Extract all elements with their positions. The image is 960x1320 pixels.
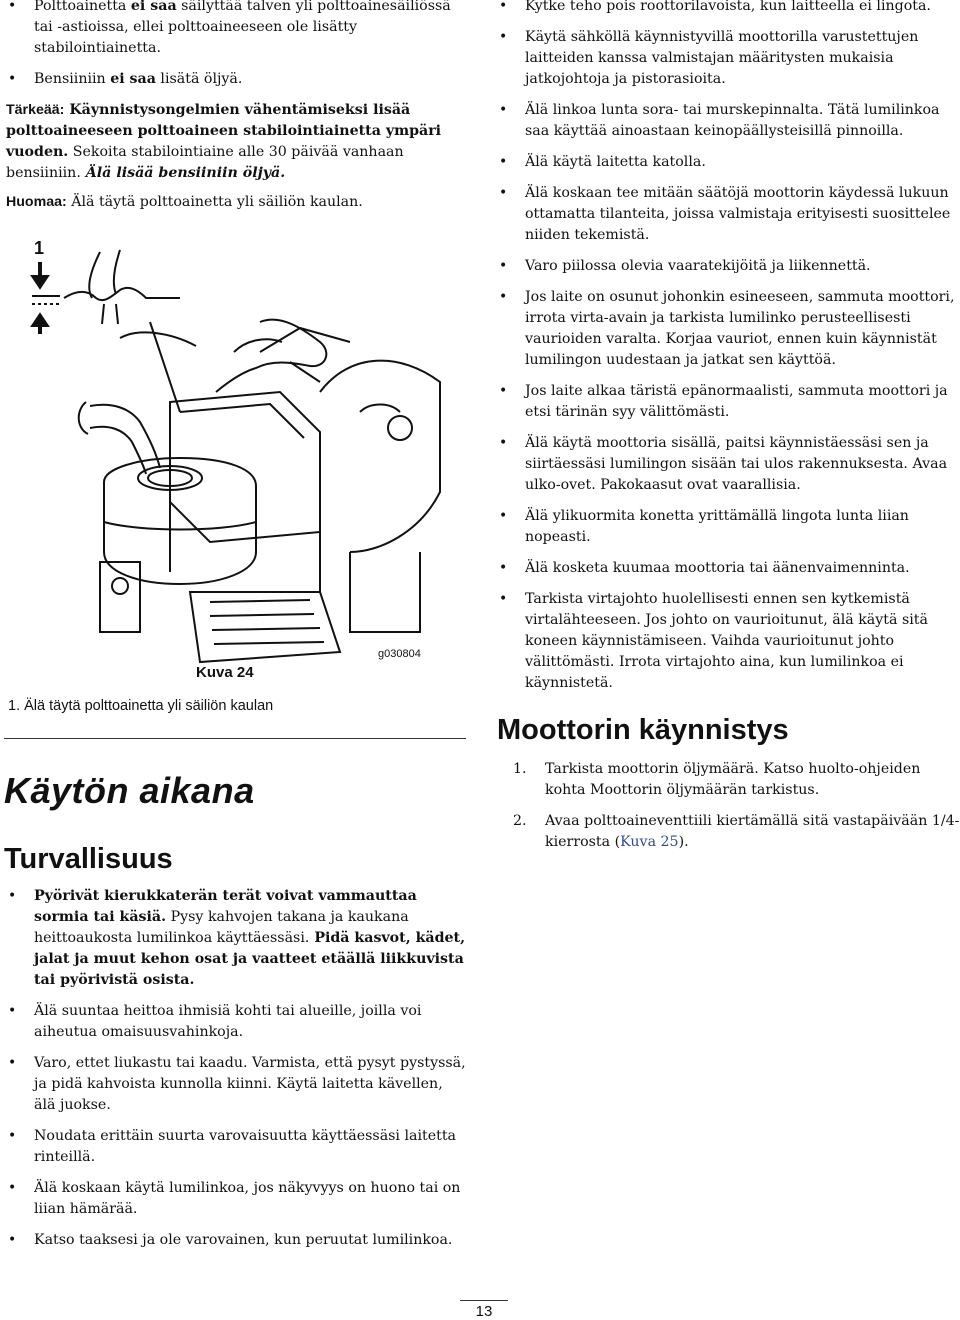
page-number: 13 — [460, 1300, 508, 1320]
safety-list-right — [497, 0, 960, 694]
list-item: • Varo piilossa olevia vaaratekijöitä ja liikennettä. — [497, 256, 960, 277]
list-item: • Jos laite alkaa täristä epänormaalisti, sammuta moottori ja etsi tärinän syy välittömästi. — [497, 381, 960, 423]
list-item: • Älä koskaan käytä lumilinkoa, jos näkyvyys on huono tai on liian hämärää. — [6, 1178, 468, 1220]
step-item: 2. Avaa polttoaineventtiili kiertämällä sitä vastapäivään 1/4-kierrosta (Kuva 25). — [513, 813, 960, 850]
list-item: • Älä kosketa kuumaa moottoria tai äänenvaimenninta. — [497, 558, 960, 579]
list-item: • Älä linkoa lunta sora- tai murskepinnalta. Tätä lumilinkoa saa käyttää ainoastaan keinopäällysteisillä pinnoilla. — [497, 100, 960, 142]
important-note: Tärkeää: Käynnistysongelmien vähentämiseksi lisää polttoaineeseen polttoaineen stabilointiainetta ympäri vuoden. Sekoita stabilointiaine alle 30 päivää vanhaan bensiiniin. Älä lisää bensiiniin öljyä. — [6, 102, 442, 181]
list-item: • Älä suuntaa heittoa ihmisiä kohti tai alueille, joilla voi aiheutua omaisuusvahinkoja. — [6, 1001, 468, 1043]
list-item: • Pyörivät kierukkaterän terät voivat vammauttaa sormia tai käsiä. Pysy kahvojen takana ja kaukana heittoaukosta lumilinkoa käyttäessäsi. Pidä kasvot, kädet, jalat ja muut kehon osat ja vaatteet etäällä liikkuvista tai pyörivistä osista. — [6, 886, 468, 991]
figure-id: g030804 — [378, 648, 421, 660]
note-label: Huomaa: — [6, 194, 67, 210]
list-item: • Kytke teho pois roottorilavoista, kun laitteella ei lingota. — [497, 0, 960, 17]
list-item: • Älä ylikuormita konetta yrittämällä lingota lunta liian nopeasti. — [497, 506, 960, 548]
figure-caption: Kuva 24 — [196, 664, 254, 681]
list-item: • Käytä sähköllä käynnistyvillä moottorilla varustettujen laitteiden kanssa valmistajan määritysten mukaisia jatkojohtoja ja pistorasioita. — [497, 27, 960, 90]
list-item: • Katso taaksesi ja ole varovainen, kun peruutat lumilinkoa. — [6, 1230, 468, 1251]
list-item: • Polttoainetta ei saa säilyttää talven yli polttoainesäiliössä tai -astioissa, ellei polttoaineeseen ole lisätty stabilointiainetta. — [6, 0, 468, 59]
safety-list-left — [6, 886, 468, 1261]
list-item: • Älä käytä laitetta katolla. — [497, 152, 960, 173]
note: Huomaa: Älä täytä polttoainetta yli säiliön kaulan. — [6, 194, 363, 210]
step-item: 1. Tarkista moottorin öljymäärä. Katso huolto-ohjeiden kohta Moottorin öljymäärän tarkistus. — [513, 761, 921, 798]
subsection-title: Turvallisuus — [4, 843, 173, 875]
section-divider — [4, 738, 466, 739]
engine-fuel-tank-drawing — [20, 232, 460, 672]
storage-notes — [6, 0, 468, 90]
engine-start-steps — [497, 759, 960, 853]
list-item: • Älä koskaan tee mitään säätöjä moottorin käydessä lukuun ottamatta tilanteita, joissa valmistaja erityisesti suosittelee niiden tekemistä. — [497, 183, 960, 246]
figure-link[interactable]: Kuva 25 — [620, 834, 679, 850]
important-label: Tärkeää: — [6, 102, 65, 118]
figure-legend: 1. Älä täytä polttoainetta yli säiliön kaulan — [8, 698, 274, 714]
list-item: • Varo, ettet liukastu tai kaadu. Varmista, että pysyt pystyssä, ja pidä kahvoista kunnolla kiinni. Käytä laitetta kävellen, älä juokse. — [6, 1053, 468, 1116]
list-item: • Bensiiniin ei saa lisätä öljyä. — [6, 69, 468, 90]
right-column — [497, 0, 960, 863]
fuel-fill-illustration — [20, 232, 460, 672]
list-item: • Jos laite on osunut johonkin esineeseen, sammuta moottori, irrota virta-avain ja tarkista lumilinko perusteellisesti vaurioiden varalta. Korjaa vauriot, ennen kuin käynnistät lumilingon uudestaan ja jatkat sen käyttöä. — [497, 287, 960, 371]
engine-start-heading: Moottorin käynnistys — [497, 714, 789, 746]
left-column — [6, 0, 468, 213]
list-item: • Tarkista virtajohto huolellisesti ennen sen kytkemistä virtalähteeseen. Jos johto on vaurioitunut, älä käytä sitä koneen käynnistämiseen. Vaihda vaurioitunut johto välittömästi. Irrota virtajohto aina, kun lumilinkoa ei käynnistetä. — [497, 589, 960, 694]
list-item: • Noudata erittäin suurta varovaisuutta käyttäessäsi laitetta rinteillä. — [6, 1126, 468, 1168]
list-item: • Älä käytä moottoria sisällä, paitsi käynnistäessäsi sen ja siirtäessäsi lumilingon sisään tai ulos rakennuksesta. Avaa ulko-ovet. Pakokaasut ovat vaarallisia. — [497, 433, 960, 496]
section-title: Käytön aikana — [4, 770, 255, 811]
callout-number: 1 — [34, 238, 45, 258]
